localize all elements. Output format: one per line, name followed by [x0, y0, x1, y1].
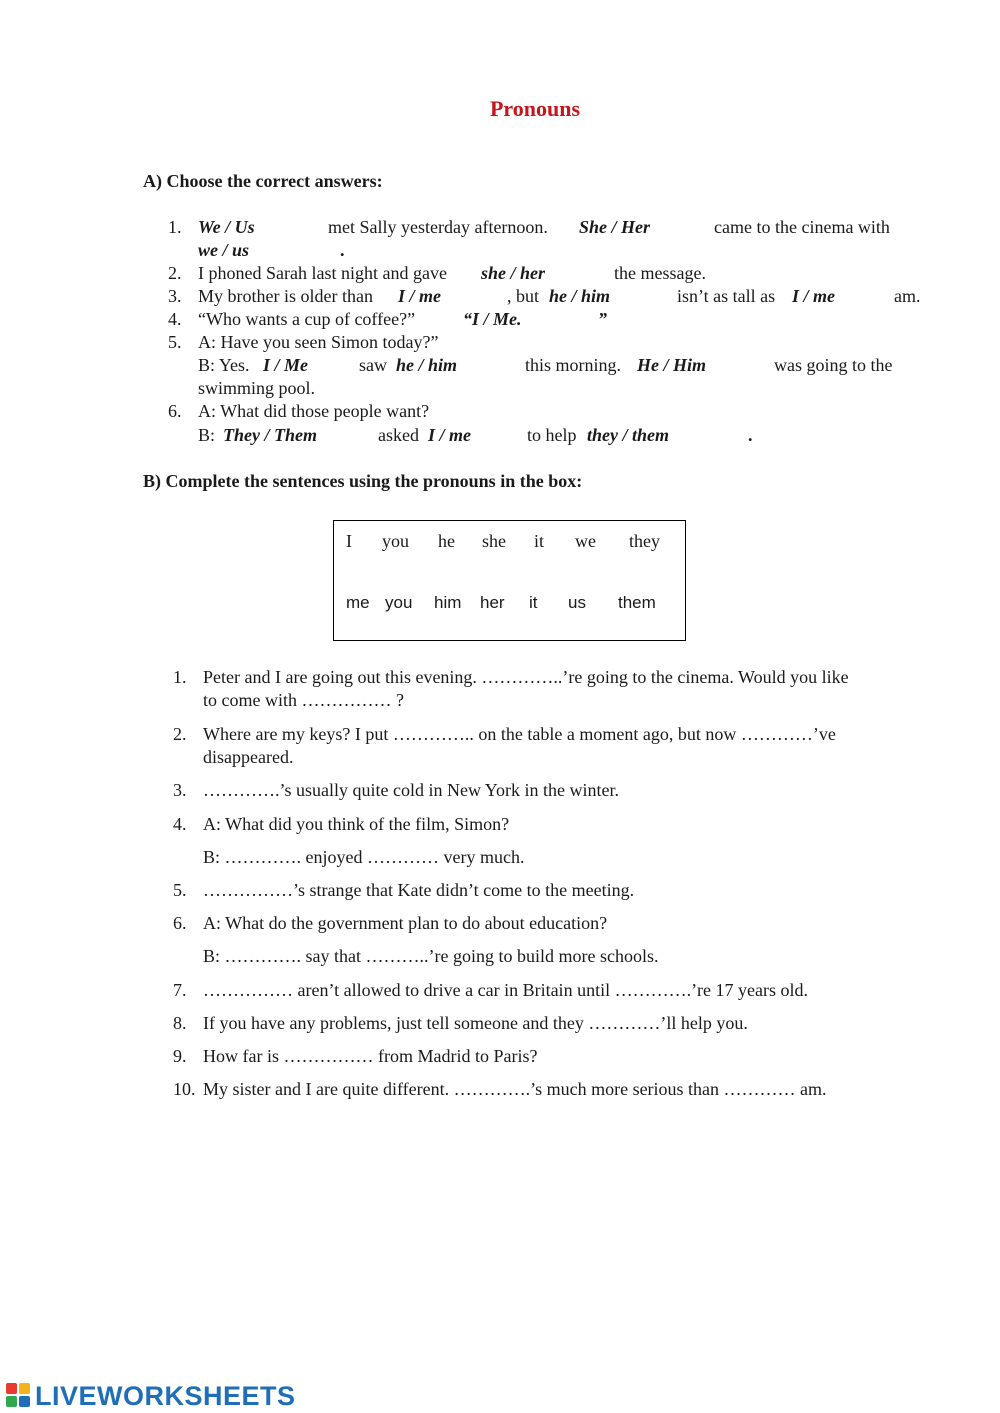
a5-option-3[interactable]: He / Him	[637, 355, 706, 375]
box-word: them	[618, 593, 656, 612]
b7-line-1: …………… aren’t allowed to drive a car in Britain until ………….’re 17 years old.	[203, 980, 809, 1000]
logo-text: LIVEWORKSHEETS	[35, 1380, 296, 1411]
b2-line-2: disappeared.	[203, 747, 294, 767]
b-item-number: 4.	[173, 814, 187, 834]
a1-option-2[interactable]: She / Her	[579, 217, 651, 237]
b-item-number: 2.	[173, 724, 187, 744]
b-item-number: 9.	[173, 1046, 187, 1066]
page-title: Pronouns	[489, 96, 581, 121]
b4-line-1: A: What did you think of the film, Simon?	[203, 814, 510, 834]
box-word: me	[346, 593, 370, 612]
b8-line-1: If you have any problems, just tell someone and they …………’ll help you.	[203, 1013, 748, 1033]
b9-line-1: How far is …………… from Madrid to Paris?	[203, 1046, 538, 1066]
b-item-number: 6.	[173, 913, 187, 933]
a6-text-4: .	[748, 425, 753, 445]
a3-text-3: am.	[894, 286, 921, 306]
a1-text-2: came to the cinema with	[714, 217, 890, 237]
a1-text-1: met Sally yesterday afternoon.	[328, 217, 548, 237]
box-word: us	[568, 593, 586, 612]
a6-option-2[interactable]: I / me	[428, 425, 471, 445]
a4-text-0: “Who wants a cup of coffee?”	[198, 309, 416, 329]
a5-text-0: A: Have you seen Simon today?”	[198, 332, 439, 352]
b10-line-1: My sister and I are quite different. ………….’s much more serious than ………… am.	[203, 1079, 827, 1099]
box-word: it	[529, 593, 538, 612]
logo-grid-icon	[6, 1383, 32, 1409]
a3-text-1: , but	[507, 286, 540, 306]
a1-text-3: .	[340, 240, 345, 260]
a3-text-2: isn’t as tall as	[677, 286, 776, 306]
a2-text-1: the message.	[614, 263, 706, 283]
a3-option-1[interactable]: I / me	[398, 286, 441, 306]
liveworksheets-logo	[6, 1380, 296, 1412]
a6-text-3: to help	[527, 425, 577, 445]
a-item-number: 5.	[168, 332, 182, 352]
a-item-number: 2.	[168, 263, 182, 283]
a-item-number: 4.	[168, 309, 182, 329]
a6-text-1: B:	[198, 425, 216, 445]
a6-text-2: asked	[378, 425, 419, 445]
section-b-heading: B) Complete the sentences using the pronouns in the box:	[143, 471, 583, 491]
box-word: he	[438, 531, 455, 551]
a6-option-1[interactable]: They / Them	[223, 425, 317, 445]
b1-line-2: to come with …………… ?	[203, 690, 404, 710]
box-word: you	[385, 593, 413, 612]
a2-text-0: I phoned Sarah last night and gave	[198, 263, 447, 283]
a5-text-5: swimming pool.	[198, 378, 316, 398]
a5-text-1: B: Yes.	[198, 355, 250, 375]
a3-option-2[interactable]: he / him	[549, 286, 611, 306]
a4-text-1: ”	[598, 309, 607, 329]
a5-text-3: this morning.	[525, 355, 622, 375]
section-a-heading: A) Choose the correct answers:	[143, 171, 383, 191]
box-word: her	[480, 593, 505, 612]
b6-line-2: B: …………. say that ………..’re going to build more schools.	[203, 946, 659, 966]
box-word: him	[434, 593, 462, 612]
a1-option-3[interactable]: we / us	[198, 240, 250, 260]
a3-option-3[interactable]: I / me	[792, 286, 835, 306]
a6-option-3[interactable]: they / them	[587, 425, 669, 445]
box-word: I	[346, 531, 352, 551]
b-item-number: 1.	[173, 667, 187, 687]
a-item-number: 1.	[168, 217, 182, 237]
b4-line-2: B: …………. enjoyed ………… very much.	[203, 847, 525, 867]
a2-option-1[interactable]: she / her	[481, 263, 546, 283]
b-item-number: 3.	[173, 780, 187, 800]
a5-option-1[interactable]: I / Me	[263, 355, 308, 375]
a-item-number: 6.	[168, 401, 182, 421]
a1-option-1[interactable]: We / Us	[198, 217, 255, 237]
box-word: they	[629, 531, 660, 551]
a3-text-0: My brother is older than	[198, 286, 373, 306]
b6-line-1: A: What do the government plan to do about education?	[203, 913, 608, 933]
a-item-number: 3.	[168, 286, 182, 306]
a5-text-4: was going to the	[774, 355, 893, 375]
b-item-number: 5.	[173, 880, 187, 900]
b2-line-1: Where are my keys? I put ………….. on the table a moment ago, but now …………’ve	[203, 724, 836, 744]
box-word: you	[382, 531, 409, 551]
b-item-number: 10.	[173, 1079, 196, 1099]
box-word: she	[482, 531, 506, 551]
pronoun-box	[333, 520, 686, 641]
a5-text-2: saw	[359, 355, 387, 375]
b5-line-1: ……………’s strange that Kate didn’t come to the meeting.	[203, 880, 635, 900]
b3-line-1: ………….’s usually quite cold in New York in the winter.	[203, 780, 619, 800]
a5-option-2[interactable]: he / him	[396, 355, 458, 375]
b1-line-1: Peter and I are going out this evening. …………..’re going to the cinema. Would you like	[203, 667, 849, 687]
b-item-number: 7.	[173, 980, 187, 1000]
a6-text-0: A: What did those people want?	[198, 401, 430, 421]
a4-option-1[interactable]: “I / Me.	[463, 309, 522, 329]
box-word: it	[534, 531, 545, 551]
box-word: we	[575, 531, 596, 551]
b-item-number: 8.	[173, 1013, 187, 1033]
